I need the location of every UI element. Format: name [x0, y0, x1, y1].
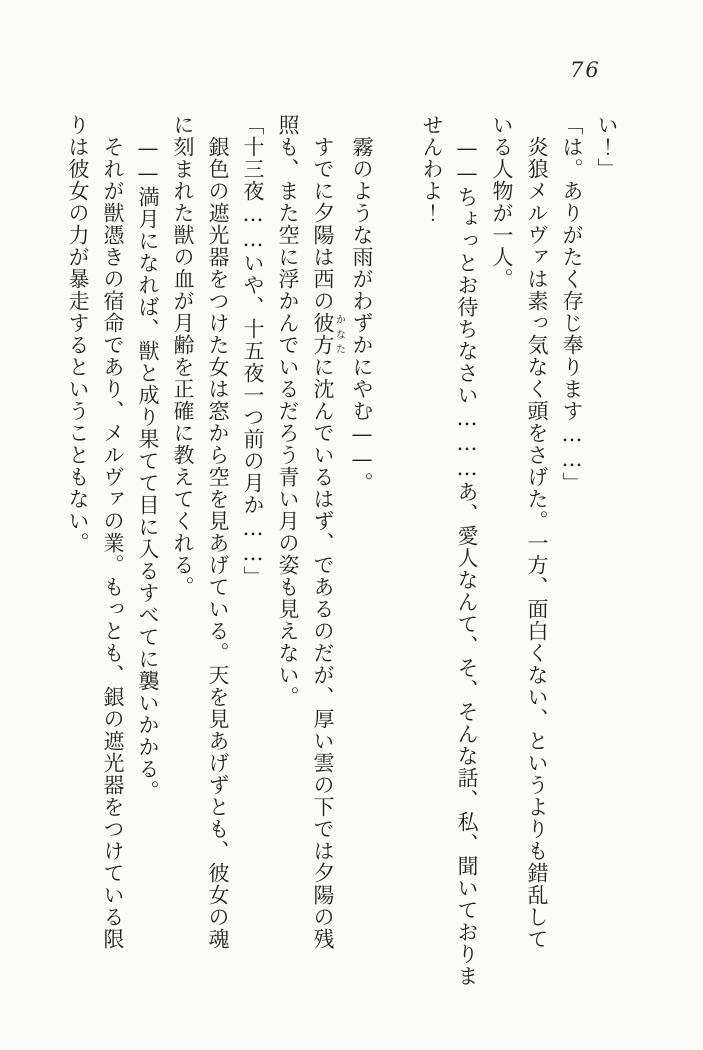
text-line: それが獣憑きの宿命であり、メルヴァの業。もっとも、銀の遮光器をつけている限 [101, 136, 125, 950]
text-line: に刻まれた獣の血が月齢を正確に教えてくれる。 [171, 114, 195, 598]
text-line: 炎狼メルヴァは素っ気なく頭をさげた。一方、面白くない、というよりも錯乱して [525, 136, 549, 950]
text-line: ——ちょっとお待ちなさい………あ、愛人なんて、そ、そんな話、私、聞いておりま [455, 136, 479, 987]
text-line: りは彼女の力が暴走するということもない。 [66, 114, 90, 554]
text-line: 照も、また空に浮かんでいるだろう青い月の姿も見えない。 [276, 114, 300, 708]
page-number: 76 [570, 58, 601, 82]
blank-line [379, 114, 414, 966]
text-line: い！」 [595, 114, 619, 180]
ruby-annotated-word: 彼方かなた [311, 312, 345, 356]
text-line: いる人物が一人。 [490, 114, 514, 290]
text-line: せんわよ！ [420, 114, 444, 224]
text-line: 銀色の遮光器をつけた女は窓から空を見あげている。天を見あげずとも、彼女の魂 [206, 136, 230, 950]
text-line: 霧のような雨がわずかにやむ——。 [350, 136, 374, 494]
text-line: 「は。ありがたく存じ奉ります……」 [560, 114, 584, 494]
text-line: すでに夕陽は西の彼方かなたに沈んでいるはず、であるのだが、厚い雲の下では夕陽の残 [311, 136, 345, 950]
vertical-text-block [60, 114, 624, 987]
text-line: 「十三夜……いや、十五夜一つ前の月か……」 [241, 114, 265, 588]
text-line: ——満月になれば、獣と成り果てて目に入るすべてに襲いかかる。 [136, 136, 160, 802]
